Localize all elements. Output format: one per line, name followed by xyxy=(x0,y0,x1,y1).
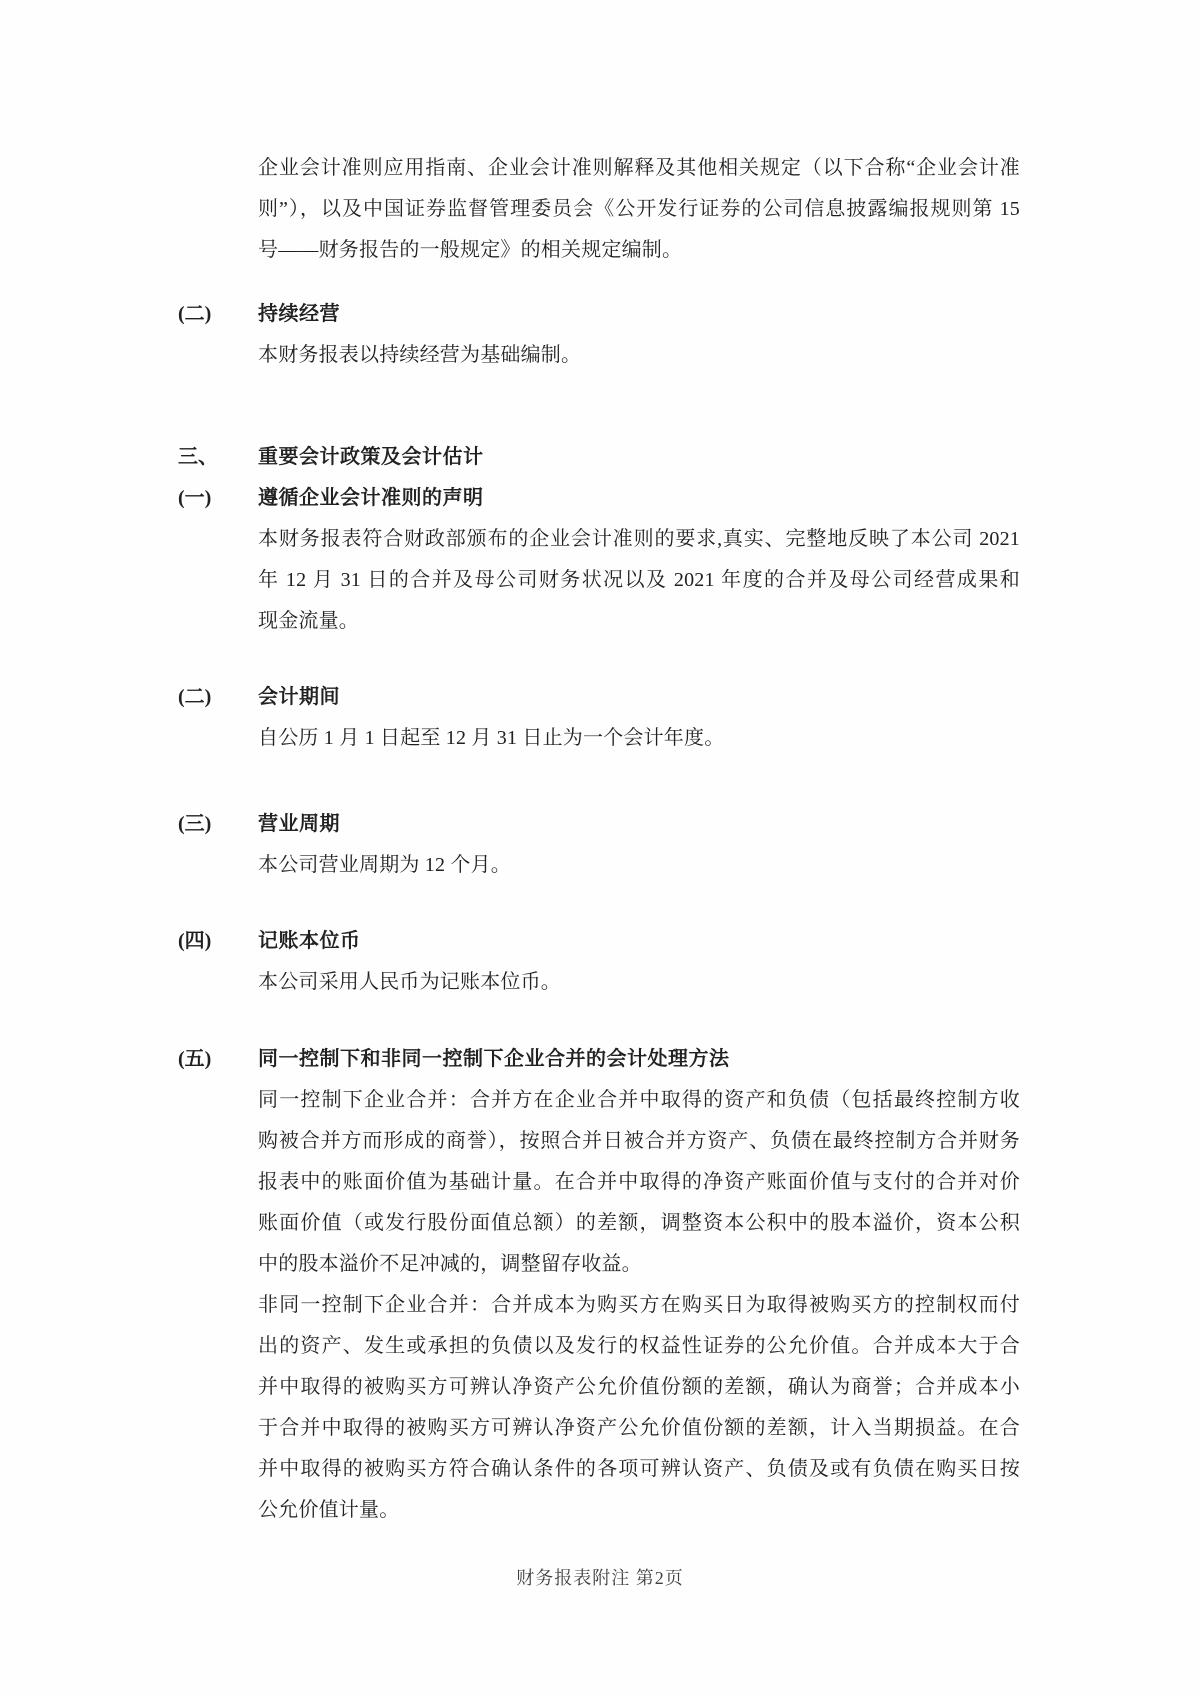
text-line: 公允价值计量。 xyxy=(258,1499,400,1521)
section-title: 营业周期 xyxy=(258,813,340,835)
section-title: 持续经营 xyxy=(258,303,340,325)
section-business-combinations xyxy=(178,1039,1020,1531)
text-line: 中的股本溢价不足冲减的，调整留存收益。 xyxy=(258,1253,642,1275)
text-line: 本公司营业周期为 12 个月。 xyxy=(258,854,511,876)
section-title: 同一控制下和非同一控制下企业合并的会计处理方法 xyxy=(258,1048,730,1070)
chapter-number: 三、 xyxy=(178,446,218,468)
paragraph xyxy=(258,962,1020,1003)
text-line: 购被合并方而形成的商誉），按照合并日被合并方资产、负债在最终控制方合并财务 xyxy=(258,1130,1020,1152)
text-line: 出的资产、发生或承担的负债以及发行的权益性证券的公允价值。合并成本大于合 xyxy=(258,1335,1020,1357)
section-functional-currency xyxy=(178,921,1020,1003)
text-line: 本公司采用人民币为记账本位币。 xyxy=(258,971,561,993)
section-number: (四) xyxy=(178,930,212,952)
paragraph xyxy=(258,335,1020,376)
section-accounting-period xyxy=(178,677,1020,759)
text-line: 本财务报表符合财政部颁布的企业会计准则的要求,真实、完整地反映了本公司 2021 xyxy=(258,528,1020,550)
text-line: 企业会计准则应用指南、企业会计准则解释及其他相关规定（以下合称“企业会计准 xyxy=(258,157,1020,179)
text-line: 并中取得的被购买方可辨认净资产公允价值份额的差额，确认为商誉；合并成本小 xyxy=(258,1376,1020,1398)
text-line: 非同一控制下企业合并：合并成本为购买方在购买日为取得被购买方的控制权而付 xyxy=(258,1294,1020,1316)
section-operating-cycle xyxy=(178,804,1020,886)
text-line: 同一控制下企业合并：合并方在企业合并中取得的资产和负债（包括最终控制方收 xyxy=(258,1089,1020,1111)
paragraph-non-common-control xyxy=(258,1285,1020,1531)
section-number: (三) xyxy=(178,813,212,835)
text-line: 则”），以及中国证券监督管理委员会《公开发行证券的公司信息披露编报规则第 15 xyxy=(258,198,1020,220)
section-title: 会计期间 xyxy=(258,686,340,708)
text-line: 于合并中取得的被购买方可辨认净资产公允价值份额的差额，计入当期损益。在合 xyxy=(258,1417,1020,1439)
paragraph xyxy=(258,718,1020,759)
section-number: (二) xyxy=(178,686,212,708)
chapter-title: 重要会计政策及会计估计 xyxy=(258,446,484,468)
paragraph xyxy=(258,519,1020,642)
text-line: 账面价值（或发行股份面值总额）的差额，调整资本公积中的股本溢价，资本公积 xyxy=(258,1212,1020,1234)
section-title: 记账本位币 xyxy=(258,930,361,952)
text-line: 并中取得的被购买方符合确认条件的各项可辨认资产、负债及或有负债在购买日按 xyxy=(258,1458,1020,1480)
text-line: 年 12 月 31 日的合并及母公司财务状况以及 2021 年度的合并及母公司经营成果和 xyxy=(258,569,1020,591)
text-line: 报表中的账面价值为基础计量。在合并中取得的净资产账面价值与支付的合并对价 xyxy=(258,1171,1020,1193)
paragraph-basis-of-preparation-continued xyxy=(178,148,1020,271)
section-going-concern xyxy=(178,294,1020,376)
paragraph-common-control xyxy=(258,1080,1020,1285)
paragraph xyxy=(258,148,1020,271)
paragraph xyxy=(258,845,1020,886)
section-statement-of-compliance xyxy=(178,478,1020,642)
text-line: 本财务报表以持续经营为基础编制。 xyxy=(258,344,582,366)
section-number: (一) xyxy=(178,487,212,509)
text-line: 自公历 1 月 1 日起至 12 月 31 日止为一个会计年度。 xyxy=(258,727,725,749)
page-footer: 财务报表附注 第2页 xyxy=(516,1568,684,1588)
text-line: 号——财务报告的一般规定》的相关规定编制。 xyxy=(258,239,683,261)
section-number: (五) xyxy=(178,1048,212,1070)
section-title: 遵循企业会计准则的声明 xyxy=(258,487,484,509)
text-line: 现金流量。 xyxy=(258,610,359,632)
chapter-significant-accounting-policies xyxy=(178,437,1020,478)
section-number: (二) xyxy=(178,303,212,325)
